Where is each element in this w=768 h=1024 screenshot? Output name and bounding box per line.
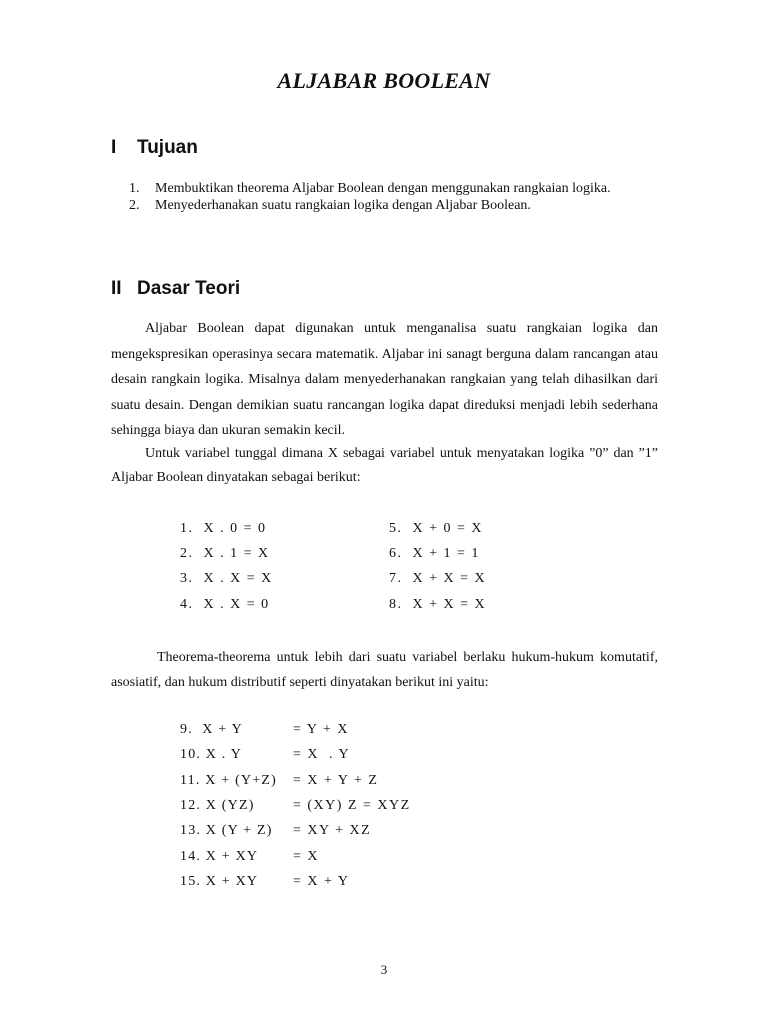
document-title: ALJABAR BOOLEAN bbox=[277, 68, 491, 93]
theorem-left: 10. X . Y bbox=[180, 747, 243, 762]
theorem-left: 12. X (YZ) bbox=[180, 798, 255, 813]
theorem-8: 8. X + X = X bbox=[389, 597, 487, 612]
theorem-left: 15. X + XY bbox=[180, 874, 259, 889]
theorem-right: = X bbox=[293, 849, 320, 864]
theorem-14 bbox=[180, 849, 319, 865]
section-title: Dasar Teori bbox=[137, 278, 241, 299]
theorem-12 bbox=[180, 798, 411, 814]
theorem-11 bbox=[180, 773, 378, 789]
theorem-2: 2. X . 1 = X bbox=[180, 546, 270, 561]
theorem-5: 5. X + 0 = X bbox=[389, 521, 484, 536]
theory-paragraph-2: Untuk variabel tunggal dimana X sebagai variabel untuk menyatakan logika ”0” dan ”1” Aljabar Boolean dinyatakan sebagai berikut: bbox=[111, 446, 658, 485]
theory-paragraph-1: Aljabar Boolean dapat digunakan untuk menganalisa suatu rangkaian logika dan mengekspresikan operasinya secara matematik. Aljabar ini sanagt berguna dalam rancangan atau desain rangkain logika. Misalnya dalam menyederhanakan rangkaian yang telah dihasilkan dari suatu desain. Dengan demikian suatu rancangan logika dapat direduksi menjadi lebih sederhana sehingga biaya dan ukuran semakin kecil. bbox=[111, 321, 658, 438]
objectives-list bbox=[129, 180, 659, 214]
theorem-right: = XY + XZ bbox=[293, 823, 372, 838]
theorem-9 bbox=[180, 722, 349, 738]
theorem-right: = X + Y bbox=[293, 874, 350, 889]
list-item bbox=[129, 197, 659, 214]
theorem-4: 4. X . X = 0 bbox=[180, 597, 270, 612]
theorem-left: 13. X (Y + Z) bbox=[180, 823, 273, 838]
theory-paragraph-3: Theorema-theorema untuk lebih dari suatu variabel berlaku hukum-hukum komutatif, asosiatif, dan hukum distributif seperti dinyatakan berikut ini yaitu: bbox=[111, 650, 658, 690]
section-number: I bbox=[111, 137, 117, 158]
list-item-number: 1. bbox=[129, 181, 140, 196]
list-item-text: Membuktikan theorema Aljabar Boolean dengan menggunakan rangkaian logika. bbox=[155, 181, 611, 196]
theorem-right: = X . Y bbox=[293, 747, 351, 762]
theorem-left: 14. X + XY bbox=[180, 849, 259, 864]
theorem-3: 3. X . X = X bbox=[180, 571, 273, 586]
section-title: Tujuan bbox=[137, 137, 198, 158]
theorem-15 bbox=[180, 874, 350, 890]
section-number: II bbox=[111, 278, 122, 299]
theorem-1: 1. X . 0 = 0 bbox=[180, 521, 267, 536]
theorem-right: = (XY) Z = XYZ bbox=[293, 798, 411, 813]
theorem-right: = Y + X bbox=[293, 722, 349, 737]
theorem-10 bbox=[180, 747, 350, 763]
theorem-7: 7. X + X = X bbox=[389, 571, 487, 586]
theorem-right: = X + Y + Z bbox=[293, 773, 379, 788]
list-item-text: Menyederhanakan suatu rangkaian logika dengan Aljabar Boolean. bbox=[155, 198, 531, 213]
section-heading-tujuan bbox=[111, 137, 198, 159]
list-item bbox=[129, 180, 659, 197]
theorem-left: 9. X + Y bbox=[180, 722, 243, 737]
page-number: 3 bbox=[380, 962, 388, 977]
theorem-13 bbox=[180, 823, 371, 839]
list-item-number: 2. bbox=[129, 198, 140, 213]
theorem-left: 11. X + (Y+Z) bbox=[180, 773, 277, 788]
section-heading-dasar-teori bbox=[111, 278, 240, 300]
theorem-6: 6. X + 1 = 1 bbox=[389, 546, 480, 561]
